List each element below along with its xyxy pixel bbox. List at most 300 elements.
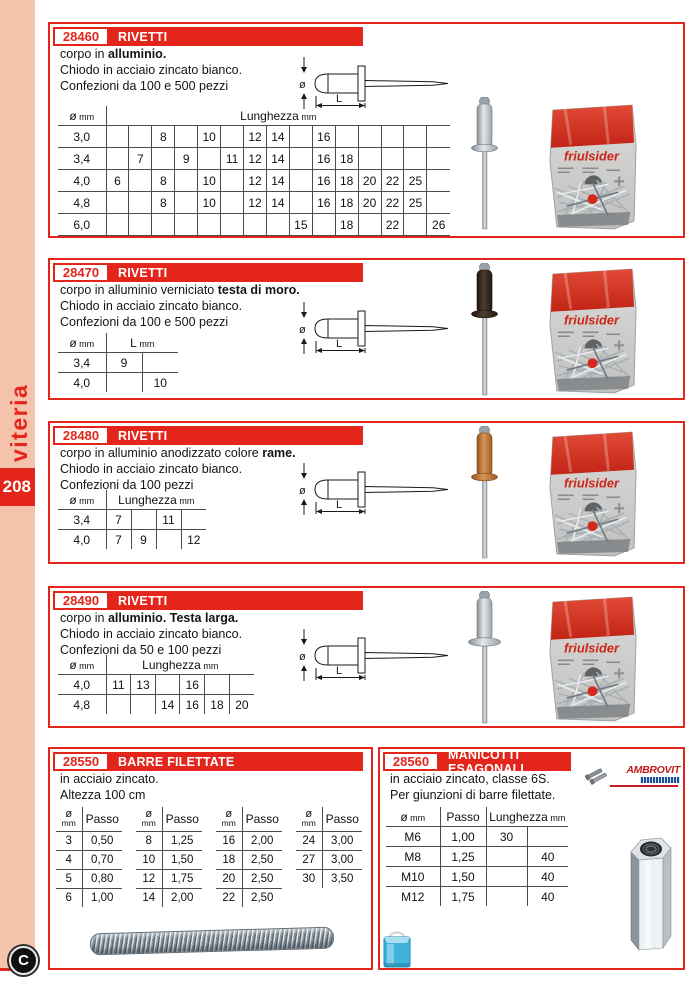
rivet-dimension-diagram bbox=[295, 55, 455, 111]
value-cell: 1,75 bbox=[440, 887, 486, 907]
size-cell: 12 bbox=[136, 870, 162, 889]
size-cell: 4,8 bbox=[58, 695, 106, 715]
column-header: ø mm bbox=[58, 655, 106, 675]
value-cell: 1,25 bbox=[162, 832, 202, 851]
value-cell: 40 bbox=[527, 847, 568, 867]
value-cell bbox=[381, 148, 404, 170]
size-cell: 3,4 bbox=[58, 353, 106, 373]
value-cell: 14 bbox=[155, 695, 180, 715]
column-header: Lunghezza mm bbox=[106, 106, 450, 126]
spec-table bbox=[136, 807, 202, 907]
spec-row bbox=[216, 832, 282, 851]
value-cell bbox=[289, 192, 312, 214]
size-cell: 20 bbox=[216, 870, 242, 889]
value-cell bbox=[289, 170, 312, 192]
value-cell bbox=[427, 170, 450, 192]
value-cell: 11 bbox=[221, 148, 244, 170]
value-cell: 1,00 bbox=[91, 892, 114, 904]
value-cell: 12 bbox=[244, 192, 267, 214]
size-cell: M12 bbox=[386, 887, 440, 907]
value-cell: 12 bbox=[244, 126, 267, 148]
value-cell: 16 bbox=[180, 695, 205, 715]
value-cell bbox=[152, 148, 175, 170]
value-cell bbox=[106, 373, 142, 393]
spec-row bbox=[58, 353, 178, 373]
value-cell bbox=[155, 675, 180, 695]
size-cell: 6,0 bbox=[58, 214, 106, 236]
column-header: ø mm bbox=[56, 807, 82, 832]
spec-table bbox=[216, 807, 282, 907]
desc-text: Chiodo in acciaio zincato bianco. bbox=[60, 627, 243, 641]
rivet-dimension-diagram bbox=[295, 461, 455, 517]
spec-row bbox=[56, 889, 122, 908]
size-cell: 4,0 bbox=[58, 373, 106, 393]
spec-row bbox=[58, 510, 206, 530]
desc-bold-text: rame. bbox=[262, 446, 296, 460]
section-rivetti-28490 bbox=[48, 586, 685, 728]
desc-text: Confezioni da 100 pezzi bbox=[60, 478, 194, 492]
spec-table bbox=[296, 807, 362, 888]
section-title-bar bbox=[439, 747, 571, 776]
column-header: ø mm bbox=[216, 807, 242, 832]
value-cell: 8 bbox=[152, 170, 175, 192]
value-cell bbox=[427, 192, 450, 214]
size-cell: 4,0 bbox=[58, 530, 106, 550]
value-cell bbox=[486, 847, 527, 867]
column-header: Passo bbox=[162, 807, 202, 832]
value-cell bbox=[129, 214, 152, 236]
column-header: Passo bbox=[322, 807, 362, 832]
value-cell: 1,50 bbox=[162, 851, 202, 870]
spec-row bbox=[56, 870, 122, 889]
value-cell: 10 bbox=[198, 126, 221, 148]
desc-text: in acciaio zincato, classe 6S. bbox=[390, 772, 550, 786]
spec-row bbox=[58, 530, 206, 550]
section-header bbox=[53, 263, 363, 282]
value-cell: 8 bbox=[152, 192, 175, 214]
page-number-badge: 208 bbox=[0, 468, 35, 506]
spec-row bbox=[58, 192, 450, 214]
size-table bbox=[296, 807, 362, 888]
value-cell bbox=[358, 126, 381, 148]
column-header: L mm bbox=[106, 333, 178, 353]
size-table bbox=[136, 807, 202, 907]
value-cell bbox=[221, 170, 244, 192]
column-header: ø mm bbox=[58, 490, 106, 510]
desc-text: Confezioni da 100 e 500 pezzi bbox=[60, 315, 229, 329]
value-cell: 3,00 bbox=[322, 851, 362, 870]
size-cell: 4,0 bbox=[58, 170, 106, 192]
value-cell: 40 bbox=[527, 867, 568, 887]
spec-row bbox=[58, 148, 450, 170]
value-cell bbox=[181, 510, 206, 530]
value-cell: 18 bbox=[335, 192, 358, 214]
value-cell: 14 bbox=[266, 126, 289, 148]
spec-row bbox=[56, 832, 122, 851]
spec-table bbox=[58, 490, 206, 549]
spec-row bbox=[296, 851, 362, 870]
value-cell: 8 bbox=[152, 126, 175, 148]
spec-row bbox=[386, 867, 568, 887]
value-cell: 1,50 bbox=[440, 867, 486, 887]
value-cell bbox=[486, 867, 527, 887]
value-cell: 10 bbox=[198, 170, 221, 192]
desc-text: Per giunzioni di barre filettate. bbox=[390, 788, 556, 802]
value-cell bbox=[486, 887, 527, 907]
sidebar-category-label: viteria bbox=[6, 383, 32, 462]
value-cell: 1,00 bbox=[440, 827, 486, 847]
value-cell: 14 bbox=[266, 148, 289, 170]
product-description bbox=[60, 46, 242, 94]
value-cell: 22 bbox=[381, 192, 404, 214]
product-description bbox=[60, 445, 296, 493]
spec-row bbox=[296, 870, 362, 889]
size-cell: 4,0 bbox=[58, 675, 106, 695]
column-header: ø mm bbox=[136, 807, 162, 832]
spec-row bbox=[216, 851, 282, 870]
value-cell bbox=[129, 170, 152, 192]
value-cell: 20 bbox=[358, 192, 381, 214]
value-cell: 20 bbox=[358, 170, 381, 192]
value-cell bbox=[156, 530, 181, 550]
value-cell: 16 bbox=[180, 675, 205, 695]
value-cell bbox=[129, 192, 152, 214]
spec-table bbox=[58, 655, 254, 714]
spec-table bbox=[58, 106, 450, 236]
product-code: 28480 bbox=[53, 426, 109, 445]
desc-text: in acciaio zincato. bbox=[60, 772, 159, 786]
ambrovit-brand-text: AMBROVIT bbox=[626, 764, 680, 776]
hex-coupler-photo bbox=[625, 832, 677, 957]
value-cell bbox=[198, 214, 221, 236]
value-cell: 20 bbox=[235, 697, 249, 712]
value-cell: 14 bbox=[266, 192, 289, 214]
desc-text: Chiodo in acciaio zincato bianco. bbox=[60, 462, 243, 476]
value-cell: 1,25 bbox=[440, 847, 486, 867]
spec-row bbox=[58, 675, 254, 695]
desc-text: Confezioni da 100 e 500 pezzi bbox=[60, 79, 229, 93]
value-cell bbox=[221, 192, 244, 214]
column-header: ø mm bbox=[58, 106, 106, 126]
value-cell: 40 bbox=[541, 889, 555, 904]
value-cell bbox=[312, 214, 335, 236]
product-description bbox=[60, 282, 300, 330]
spec-table bbox=[58, 333, 178, 392]
section-header bbox=[53, 27, 363, 46]
size-cell: M10 bbox=[386, 867, 440, 887]
value-cell: 0,70 bbox=[82, 851, 122, 870]
rivet-photo-wide-head bbox=[468, 591, 502, 725]
value-cell: 2,50 bbox=[242, 870, 282, 889]
spec-table bbox=[386, 807, 568, 906]
product-description bbox=[60, 610, 242, 658]
section-rivetti-28460 bbox=[48, 22, 685, 238]
value-cell: 18 bbox=[205, 695, 230, 715]
value-cell bbox=[131, 695, 156, 715]
value-cell: 26 bbox=[427, 214, 450, 236]
value-cell bbox=[142, 353, 178, 373]
size-cell: 16 bbox=[216, 832, 242, 851]
section-title: RIVETTI bbox=[118, 593, 168, 608]
value-cell: 16 bbox=[312, 170, 335, 192]
product-code: 28490 bbox=[53, 591, 109, 610]
desc-bold-text: testa di moro. bbox=[217, 283, 300, 297]
desc-text: corpo in alluminio verniciato bbox=[60, 283, 218, 297]
value-cell bbox=[358, 148, 381, 170]
size-cell: 30 bbox=[296, 870, 322, 889]
rivet-bag-photo bbox=[545, 430, 639, 559]
value-cell: 2,00 bbox=[171, 892, 194, 904]
value-cell bbox=[427, 148, 450, 170]
value-cell bbox=[289, 126, 312, 148]
value-cell bbox=[198, 148, 221, 170]
size-cell: 3,0 bbox=[58, 126, 106, 148]
spec-row bbox=[58, 695, 254, 715]
section-header bbox=[53, 426, 363, 445]
value-cell bbox=[381, 126, 404, 148]
value-cell: 6 bbox=[106, 170, 129, 192]
size-cell: M8 bbox=[386, 847, 440, 867]
section-title-bar bbox=[109, 591, 363, 610]
value-cell bbox=[106, 126, 129, 148]
size-table bbox=[58, 490, 206, 549]
value-cell: 1,75 bbox=[162, 870, 202, 889]
value-cell: 11 bbox=[106, 675, 131, 695]
section-title: RIVETTI bbox=[118, 29, 168, 44]
spec-row bbox=[386, 887, 568, 907]
ambrovit-logo bbox=[610, 765, 680, 787]
rivet-photo-aluminium bbox=[468, 97, 502, 231]
value-cell: 2,00 bbox=[242, 832, 282, 851]
value-cell: 12 bbox=[244, 170, 267, 192]
value-cell bbox=[427, 126, 450, 148]
product-code: 28560 bbox=[383, 752, 439, 771]
value-cell: 16 bbox=[312, 126, 335, 148]
section-title-bar bbox=[109, 426, 363, 445]
value-cell bbox=[229, 675, 254, 695]
publisher-logo: C bbox=[9, 946, 38, 975]
value-cell: 13 bbox=[131, 675, 156, 695]
desc-text: Altezza 100 cm bbox=[60, 788, 146, 802]
value-cell: 30 bbox=[486, 827, 527, 847]
value-cell: 2,50 bbox=[242, 851, 282, 870]
size-cell: 18 bbox=[216, 851, 242, 870]
value-cell bbox=[358, 214, 381, 236]
value-cell bbox=[335, 126, 358, 148]
spec-row bbox=[58, 373, 178, 393]
size-cell: 5 bbox=[56, 870, 82, 889]
section-header bbox=[53, 591, 363, 610]
spec-row bbox=[58, 214, 450, 236]
value-cell bbox=[221, 214, 244, 236]
value-cell bbox=[106, 214, 129, 236]
value-cell: 7 bbox=[129, 148, 152, 170]
value-cell: 18 bbox=[335, 170, 358, 192]
desc-bold-text: alluminio. bbox=[107, 47, 167, 61]
desc-text: Confezioni da 50 e 100 pezzi bbox=[60, 643, 222, 657]
section-header bbox=[53, 752, 363, 771]
size-cell: 24 bbox=[296, 832, 322, 851]
value-cell: 16 bbox=[312, 192, 335, 214]
size-cell: 22 bbox=[216, 889, 242, 908]
value-cell: 12 bbox=[244, 148, 267, 170]
column-header: Passo bbox=[82, 807, 122, 832]
column-header: Lunghezza mm bbox=[106, 655, 254, 675]
spec-row bbox=[58, 170, 450, 192]
value-cell: 0,50 bbox=[82, 832, 122, 851]
desc-text: Chiodo in acciaio zincato bianco. bbox=[60, 63, 243, 77]
value-cell bbox=[152, 214, 175, 236]
column-header: Passo bbox=[242, 807, 282, 832]
threaded-rod-photo bbox=[90, 927, 335, 956]
spec-row bbox=[58, 126, 450, 148]
size-cell: 8 bbox=[136, 832, 162, 851]
spec-row bbox=[136, 851, 202, 870]
value-cell bbox=[175, 214, 198, 236]
size-table bbox=[58, 655, 254, 714]
spec-row bbox=[216, 889, 282, 908]
value-cell bbox=[404, 214, 427, 236]
spec-row bbox=[386, 847, 568, 867]
value-cell bbox=[175, 126, 198, 148]
spec-row bbox=[56, 851, 122, 870]
value-cell bbox=[106, 148, 129, 170]
product-code: 28550 bbox=[53, 752, 109, 771]
value-cell bbox=[289, 148, 312, 170]
desc-text: corpo in alluminio anodizzato colore bbox=[60, 446, 263, 460]
column-header: Passo bbox=[440, 807, 486, 827]
value-cell: 18 bbox=[335, 214, 358, 236]
section-title: RIVETTI bbox=[118, 428, 168, 443]
value-cell bbox=[221, 126, 244, 148]
spec-row bbox=[136, 832, 202, 851]
desc-text: corpo in bbox=[60, 611, 108, 625]
spec-row bbox=[136, 889, 202, 908]
value-cell: 25 bbox=[404, 170, 427, 192]
rivet-dimension-diagram bbox=[295, 300, 455, 356]
value-cell: 16 bbox=[312, 148, 335, 170]
size-table bbox=[56, 807, 122, 907]
size-cell: 3 bbox=[56, 832, 82, 851]
desc-bold-text: alluminio. Testa larga. bbox=[107, 611, 239, 625]
spec-row bbox=[136, 870, 202, 889]
storage-box-photo bbox=[382, 929, 412, 969]
value-cell bbox=[106, 695, 131, 715]
spec-row bbox=[216, 870, 282, 889]
value-cell: 7 bbox=[106, 530, 131, 550]
value-cell: 12 bbox=[187, 532, 201, 547]
size-table bbox=[58, 333, 178, 392]
value-cell bbox=[106, 192, 129, 214]
value-cell: 9 bbox=[106, 353, 142, 373]
column-header: ø mm bbox=[296, 807, 322, 832]
size-table bbox=[216, 807, 282, 907]
desc-text: Chiodo in acciaio zincato bianco. bbox=[60, 299, 243, 313]
value-cell: 3,50 bbox=[331, 873, 354, 885]
value-cell bbox=[527, 827, 568, 847]
value-cell bbox=[244, 214, 267, 236]
spec-table bbox=[56, 807, 122, 907]
value-cell: 15 bbox=[289, 214, 312, 236]
value-cell: 14 bbox=[266, 170, 289, 192]
rivet-bag-photo bbox=[545, 267, 639, 396]
product-code: 28470 bbox=[53, 263, 109, 282]
value-cell: 22 bbox=[381, 214, 404, 236]
size-cell: 27 bbox=[296, 851, 322, 870]
rivet-bag-photo bbox=[545, 103, 639, 232]
value-cell: 25 bbox=[404, 192, 427, 214]
value-cell bbox=[131, 510, 156, 530]
screws-icon bbox=[584, 766, 610, 786]
size-cell: M6 bbox=[386, 827, 440, 847]
column-header: ø mm bbox=[386, 807, 440, 827]
value-cell: 7 bbox=[106, 510, 131, 530]
value-cell: 9 bbox=[175, 148, 198, 170]
value-cell: 10 bbox=[198, 192, 221, 214]
section-title: BARRE FILETTATE bbox=[118, 754, 235, 769]
section-title: RIVETTI bbox=[118, 265, 168, 280]
value-cell bbox=[205, 675, 230, 695]
size-cell: 6 bbox=[56, 889, 82, 908]
column-header: ø mm bbox=[58, 333, 106, 353]
value-cell: 11 bbox=[156, 510, 181, 530]
rivet-dimension-diagram bbox=[295, 627, 455, 683]
size-cell: 10 bbox=[136, 851, 162, 870]
value-cell bbox=[266, 214, 289, 236]
size-cell: 4,8 bbox=[58, 192, 106, 214]
value-cell bbox=[175, 192, 198, 214]
value-cell: 3,00 bbox=[322, 832, 362, 851]
value-cell bbox=[404, 126, 427, 148]
size-table bbox=[386, 807, 568, 906]
product-code: 28460 bbox=[53, 27, 109, 46]
rivet-photo-dark-brown bbox=[468, 263, 502, 397]
value-cell: 9 bbox=[131, 530, 156, 550]
size-table bbox=[58, 106, 450, 236]
product-description bbox=[60, 771, 159, 803]
value-cell: 18 bbox=[335, 148, 358, 170]
section-title-bar bbox=[109, 263, 363, 282]
column-header: Lunghezza mm bbox=[486, 807, 568, 827]
value-cell bbox=[129, 126, 152, 148]
rivet-photo-copper bbox=[468, 426, 502, 560]
spec-row bbox=[296, 832, 362, 851]
section-rivetti-28470 bbox=[48, 258, 685, 400]
section-title-bar bbox=[109, 752, 363, 771]
value-cell: 10 bbox=[153, 375, 167, 390]
value-cell: 2,50 bbox=[251, 892, 274, 904]
desc-text: corpo in bbox=[60, 47, 108, 61]
size-cell: 14 bbox=[136, 889, 162, 908]
value-cell: 0,80 bbox=[82, 870, 122, 889]
ambrovit-red-rule bbox=[610, 785, 678, 787]
size-cell: 3,4 bbox=[58, 148, 106, 170]
value-cell: 22 bbox=[381, 170, 404, 192]
section-title: MANICOTTI ESAGONALI bbox=[448, 747, 525, 776]
section-rivetti-28480 bbox=[48, 421, 685, 564]
size-cell: 3,4 bbox=[58, 510, 106, 530]
spec-row bbox=[386, 827, 568, 847]
ambrovit-blue-bar bbox=[640, 777, 680, 783]
value-cell bbox=[175, 170, 198, 192]
section-title-bar bbox=[109, 27, 363, 46]
rivet-bag-photo bbox=[545, 595, 639, 724]
column-header: Lunghezza mm bbox=[106, 490, 206, 510]
section-manicotti-esagonali-28560 bbox=[378, 747, 685, 970]
product-description bbox=[390, 771, 555, 803]
section-header bbox=[383, 747, 571, 776]
section-barre-filettate-28550 bbox=[48, 747, 373, 970]
